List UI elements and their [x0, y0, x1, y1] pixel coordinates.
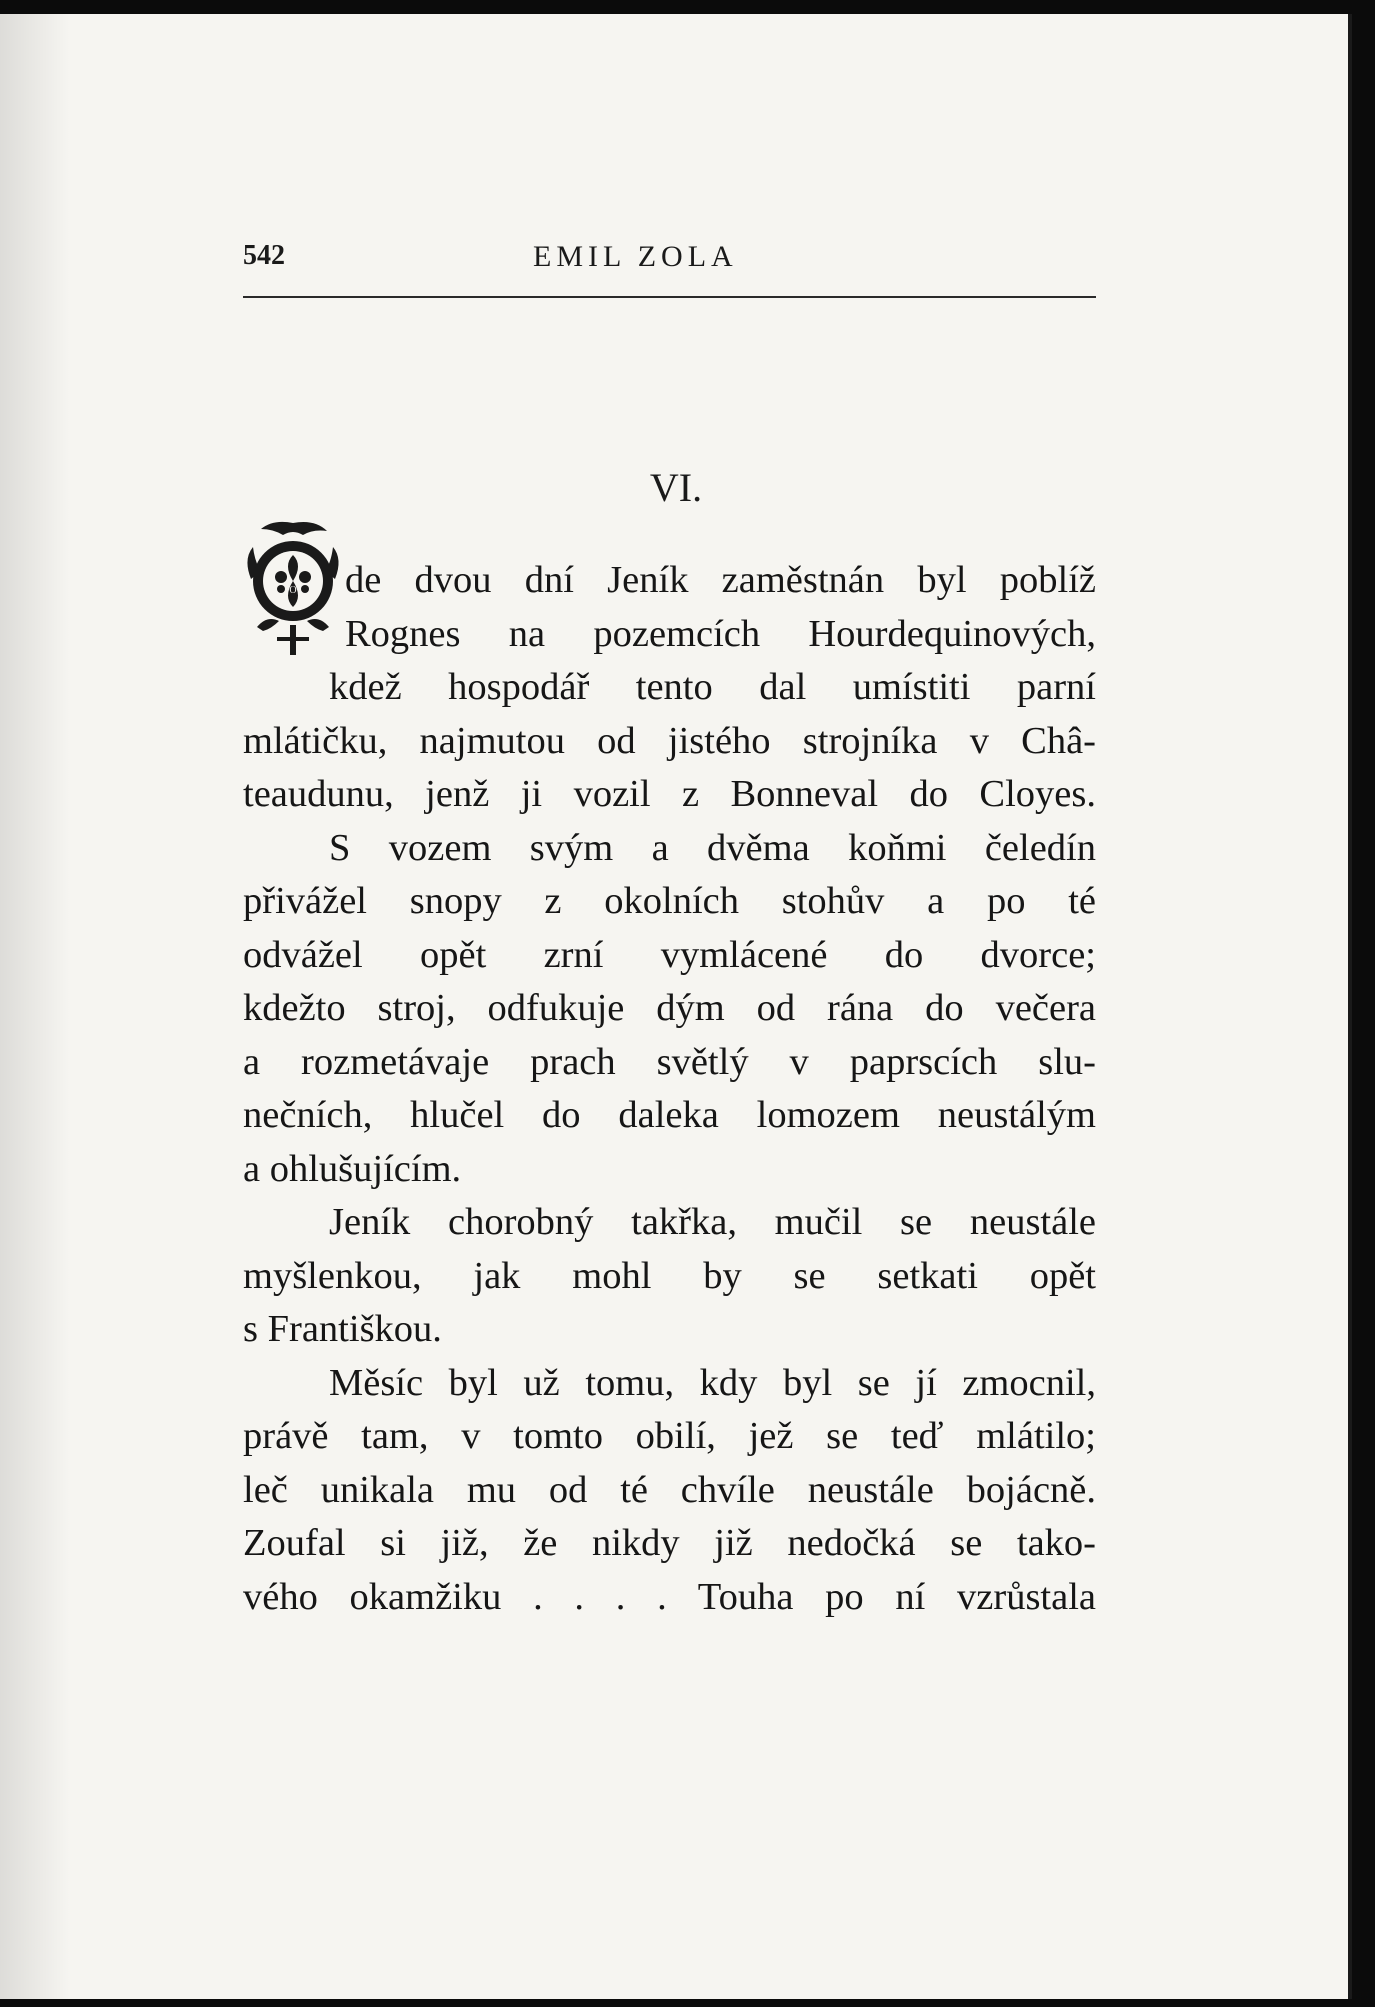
text-line: vého okamžiku . . . . Touha po ní vzrůstala	[243, 1575, 1096, 1618]
page-edge-rule	[1348, 14, 1352, 1999]
page-header	[243, 240, 1096, 280]
text-line: myšlenkou, jak mohl by se setkati opět	[243, 1254, 1096, 1297]
text-line: a rozmetávaje prach světlý v paprscích slu-	[243, 1040, 1096, 1083]
text-line: teaudunu, jenž ji vozil z Bonneval do Cloyes.	[243, 773, 1096, 815]
svg-text:O: O	[289, 585, 297, 596]
text-line: Měsíc byl už tomu, kdy byl se jí zmocnil,	[329, 1361, 1096, 1404]
text-line: a ohlušujícím.	[243, 1147, 462, 1190]
text-line: Jeník chorobný takřka, mučil se neustále	[329, 1201, 1096, 1243]
running-head: EMIL ZOLA	[533, 240, 738, 273]
text-line: kdež hospodář tento dal umístiti parní	[329, 666, 1096, 708]
text-line: Zoufal si již, že nikdy již nedočká se tako-	[243, 1522, 1096, 1564]
paragraph-3	[243, 1196, 1096, 1357]
paragraph-4	[243, 1357, 1096, 1625]
text-line: kdežto stroj, odfukuje dým od rána do večera	[243, 987, 1096, 1029]
text-line: nečních, hlučel do daleka lomozem neustálým	[243, 1094, 1096, 1136]
text-line: mlátičku, najmutou od jistého strojníka v Châ-	[243, 719, 1096, 762]
text-line: de dvou dní Jeník zaměstnán byl poblíž	[345, 559, 1096, 601]
chapter-heading: VI.	[649, 465, 703, 510]
text-line: s Františkou.	[243, 1308, 442, 1350]
text-line: Rognes na pozemcích Hourdequinových,	[345, 612, 1096, 655]
text-line: leč unikala mu od té chvíle neustále bojácně.	[243, 1468, 1096, 1511]
text-line: přivážel snopy z okolních stohův a po té	[243, 880, 1096, 922]
text-line: S vozem svým a dvěma koňmi čeledín	[329, 826, 1096, 869]
book-page	[0, 14, 1352, 1999]
text-line: odvážel opět zrní vymlácené do dvorce;	[243, 933, 1096, 976]
paragraph-2	[243, 822, 1096, 1197]
page-number: 542	[243, 240, 285, 271]
text-line: právě tam, v tomto obilí, jež se teď mlátilo;	[243, 1415, 1096, 1457]
header-rule	[243, 296, 1096, 298]
paragraph-1	[243, 554, 1096, 822]
body-text	[243, 554, 1096, 1624]
